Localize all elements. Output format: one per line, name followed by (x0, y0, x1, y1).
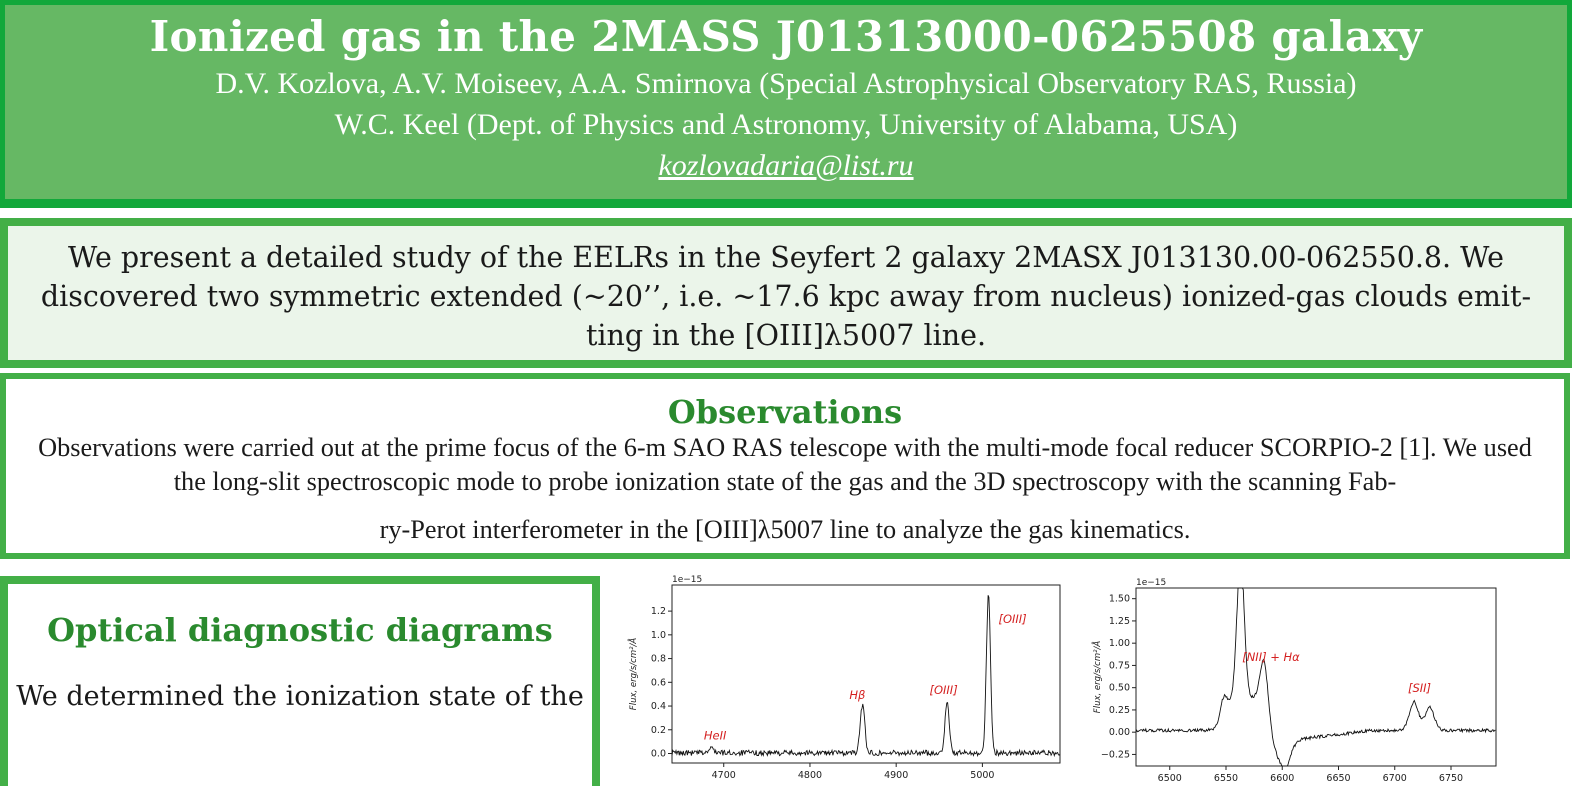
diagnostics-text: We determined the ionization state of the (16, 681, 584, 712)
observations-section (0, 373, 1570, 559)
observations-text-last: ry-Perot interferometer in the [OIII]λ5007 line to analyze the gas kinematics. (379, 515, 1191, 544)
y-offset-label: 1e−15 (672, 575, 703, 585)
y-tick-label: 0.75 (1108, 660, 1130, 672)
y-axis-label: Flux, erg/s/cm²/Å (1093, 640, 1103, 714)
y-tick-label: 1.0 (650, 629, 666, 641)
y-tick-label: 0.2 (650, 724, 666, 736)
x-tick-label: 4800 (797, 770, 823, 781)
poster-header (0, 0, 1572, 208)
observations-text (24, 431, 1546, 547)
x-tick-label: 6550 (1213, 773, 1239, 784)
line-annotation: [SII] (1407, 681, 1432, 696)
observations-heading: Observations (667, 393, 903, 431)
abstract-box (0, 218, 1572, 368)
y-tick-label: 0.25 (1108, 704, 1130, 716)
abstract-text: We present a detailed study of the EELRs in the Seyfert 2 galaxy 2MASX J013130.00-062550.8. We discovered two symmetric extended (~20’’, i.e. ~17.6 kpc away from nucleus) ionized-gas clouds emit-ting in the [OIII]λ5007 line. (40, 241, 1532, 352)
plot-frame (1136, 588, 1496, 766)
y-tick-label: 0.00 (1108, 727, 1130, 739)
line-annotation: [OIII] (929, 683, 958, 698)
x-tick-label: 6650 (1326, 773, 1351, 784)
line-annotation: HeII (703, 728, 727, 743)
y-tick-label: 0.6 (650, 677, 666, 689)
authors-line-2: W.C. Keel (Dept. of Physics and Astronomy, University of Alabama, USA) (334, 108, 1238, 141)
line-annotation: [NII] + Hα (1242, 649, 1300, 664)
x-tick-label: 4900 (884, 770, 909, 781)
line-annotation: [OIII] (998, 611, 1027, 626)
spectrum-line (1136, 588, 1495, 766)
spectrum-blue-chart (620, 572, 1070, 786)
y-tick-label: 1.00 (1108, 638, 1130, 650)
y-tick-label: −0.25 (1100, 749, 1130, 761)
spectrum-red-chart (1074, 574, 1504, 786)
x-tick-label: 6750 (1438, 773, 1464, 784)
x-tick-label: 6500 (1157, 773, 1182, 784)
y-tick-label: 0.4 (650, 701, 666, 713)
y-tick-label: 1.50 (1108, 593, 1130, 605)
y-axis-label: Flux, erg/s/cm²/Å (629, 637, 639, 711)
x-tick-label: 5000 (970, 770, 995, 781)
poster-title: Ionized gas in the 2MASS J01313000-0625508 galaxy (149, 12, 1423, 61)
x-tick-label: 4700 (711, 770, 736, 781)
y-tick-label: 1.2 (650, 606, 666, 618)
diagnostics-section (0, 576, 600, 786)
y-offset-label: 1e−15 (1136, 578, 1167, 588)
y-tick-label: 1.25 (1108, 615, 1130, 627)
x-tick-label: 6600 (1270, 773, 1295, 784)
y-tick-label: 0.50 (1108, 682, 1130, 694)
authors-line-1: D.V. Kozlova, A.V. Moiseev, A.A. Smirnova (Special Astrophysical Observatory RAS, Russia) (215, 67, 1357, 100)
x-tick-label: 6700 (1382, 773, 1407, 784)
y-tick-label: 0.8 (650, 653, 666, 665)
line-annotation: Hβ (849, 687, 866, 702)
observations-text-main: Observations were carried out at the prime focus of the 6-m SAO RAS telescope with the multi-mode focal reducer SCORPIO-2 [1]. We used the long-slit spectroscopic mode to probe ionization state of the gas and the 3D spectroscopy with the scanning Fab- (38, 433, 1532, 496)
y-tick-label: 0.0 (650, 748, 666, 760)
author-email-link[interactable]: kozlovadaria@list.ru (658, 149, 914, 182)
diagnostics-heading: Optical diagnostic diagrams (47, 611, 553, 649)
